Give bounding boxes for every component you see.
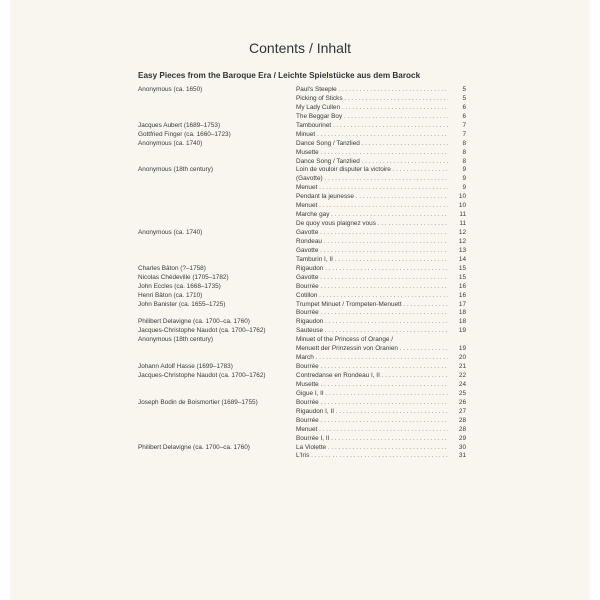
- contents-row: [10, 229, 590, 238]
- contents-row: [10, 95, 590, 104]
- contents-row: [10, 372, 590, 381]
- contents-row: [10, 265, 590, 274]
- contents-row: [10, 220, 590, 229]
- contents-row: [10, 283, 590, 292]
- contents-row: [10, 211, 590, 220]
- page-number: 9: [462, 166, 466, 174]
- contents-row: [10, 158, 590, 167]
- piece-title: Bourrée . . .: [296, 363, 448, 372]
- composer-name: Anonymous (ca. 1650): [138, 86, 203, 93]
- contents-row: [10, 426, 590, 435]
- page-number: 7: [462, 121, 466, 129]
- page-number: 24: [458, 380, 466, 388]
- page-number: 22: [458, 372, 466, 379]
- piece-title: Dance Song / Tanzlied . . .: [296, 140, 448, 149]
- piece-title: Sauteuse . . .: [296, 327, 448, 336]
- piece-title: Gavotte . . .: [296, 247, 448, 256]
- piece-title: March . . .: [296, 354, 448, 363]
- contents-row: [10, 86, 590, 95]
- page-number: 19: [458, 327, 466, 335]
- composer-name: John Banister (ca. 1655–1725): [138, 300, 226, 308]
- contents-row: [10, 292, 590, 301]
- contents-row: [10, 408, 590, 417]
- contents-row: [10, 301, 590, 310]
- contents-row: [10, 238, 590, 247]
- page-number: 29: [458, 434, 466, 442]
- page-number: 8: [462, 148, 466, 156]
- page-number: 12: [458, 237, 466, 245]
- piece-title: The Beggar Boy . . .: [296, 113, 448, 122]
- contents-row: [10, 452, 590, 461]
- document-page: [10, 0, 590, 600]
- piece-title: Rondeau . . .: [296, 238, 448, 247]
- piece-title: Rigaudon I, II . . .: [296, 408, 448, 417]
- piece-title: Bourrée . . .: [296, 399, 448, 408]
- contents-row: [10, 327, 590, 336]
- composer-name: John Eccles (ca. 1668–1735): [138, 282, 221, 290]
- page-number: 16: [458, 291, 466, 299]
- piece-title: Loin de vouloir disputer la victoire . . .: [296, 166, 448, 175]
- composer-name: Anonymous (18th century): [138, 166, 213, 174]
- page-number: 5: [462, 86, 466, 93]
- page-number: 18: [458, 318, 466, 326]
- contents-row: [10, 399, 590, 408]
- piece-title: Dance Song / Tanzlied . . .: [296, 158, 448, 167]
- page-number: 16: [458, 282, 466, 290]
- composer-name: Anonymous (18th century): [138, 336, 213, 344]
- piece-title: Minuet . . .: [296, 131, 448, 140]
- composer-name: Philibert Delavigne (ca. 1700–ca. 1760): [138, 318, 250, 326]
- piece-title: Cotillon . . .: [296, 292, 448, 301]
- page-number: 25: [458, 389, 466, 397]
- contents-row: [10, 140, 590, 149]
- page-number: 27: [458, 407, 466, 415]
- page-number: 8: [462, 157, 466, 165]
- piece-title: Gavotte . . .: [296, 274, 448, 283]
- composer-name: Anonymous (ca. 1740): [138, 229, 203, 236]
- page-number: 19: [458, 345, 466, 353]
- contents-row: [10, 444, 590, 453]
- piece-title: Menuet . . .: [296, 426, 448, 435]
- piece-title: Musette . . .: [296, 149, 448, 158]
- contents-row: [10, 381, 590, 390]
- piece-title: Gigue I, II . . .: [296, 390, 448, 399]
- page-number: 11: [459, 220, 466, 228]
- composer-name: Jacques Aubert (1689–1753): [138, 121, 221, 129]
- composer-name: Joseph Bodin de Boismortier (1689–1755): [138, 398, 258, 406]
- piece-title: Bourrée . . .: [296, 417, 448, 426]
- composer-name: Jacques-Christophe Naudot (ca. 1700–1762): [138, 372, 266, 379]
- page-number: 6: [462, 112, 466, 120]
- composer-name: Nicolas Chédeville (1705–1782): [138, 273, 229, 281]
- piece-title: Trumpet Minuet / Trompeten-Menuett . . .: [296, 301, 448, 310]
- page-number: 10: [458, 193, 466, 201]
- contents-row: [10, 336, 590, 345]
- contents-row: [10, 175, 590, 184]
- contents-row: [10, 131, 590, 140]
- piece-title: Bourrée . . .: [296, 309, 448, 318]
- piece-title: Paul's Steeple . . .: [296, 86, 448, 95]
- piece-title: Rigaudon . . .: [296, 318, 448, 327]
- page-number: 18: [458, 309, 466, 317]
- contents-row: [10, 256, 590, 265]
- composer-name: Gottfried Finger (ca. 1660–1723): [138, 130, 231, 138]
- contents-row: [10, 247, 590, 256]
- contents-row: [10, 104, 590, 113]
- page-number: 28: [458, 425, 466, 433]
- piece-title: Rigaudon . . .: [296, 265, 448, 274]
- composer-name: Henri Bâton (ca. 1710): [138, 291, 203, 299]
- piece-title: L'Iris . . .: [296, 452, 448, 461]
- contents-row: [10, 309, 590, 318]
- page-number: 15: [458, 264, 466, 272]
- contents-row: [10, 390, 590, 399]
- page-number: 31: [458, 452, 466, 460]
- contents-row: [10, 354, 590, 363]
- page-number: 8: [462, 139, 466, 147]
- contents-row: [10, 345, 590, 354]
- piece-title: Menuett der Prinzessin von Oranien . . .: [296, 345, 448, 354]
- contents-list: [10, 86, 590, 461]
- contents-row: [10, 435, 590, 444]
- contents-row: [10, 166, 590, 175]
- page-number: 20: [458, 354, 466, 362]
- page-number: 11: [459, 211, 466, 219]
- contents-row: [10, 193, 590, 202]
- page-number: 14: [458, 255, 466, 263]
- piece-title: Pendant la jeunesse . . .: [296, 193, 448, 202]
- piece-title: De quoy vous plaignez vous . . .: [296, 220, 448, 229]
- page-number: 26: [458, 398, 466, 406]
- composer-name: Johann Adolf Hasse (1699–1783): [138, 363, 233, 371]
- piece-title: Gavotte . . .: [296, 229, 448, 238]
- contents-row: [10, 113, 590, 122]
- page-number: 21: [458, 363, 466, 371]
- page-number: 30: [458, 443, 466, 451]
- piece-title: La Violette . . .: [296, 444, 448, 453]
- piece-title: Contredanse en Rondeau I, II . . .: [296, 372, 448, 381]
- piece-title: Tamburin I, II . . .: [296, 256, 448, 265]
- page-number: 9: [462, 175, 466, 183]
- page-number: 13: [458, 246, 466, 254]
- page-number: 15: [458, 273, 466, 281]
- contents-row: [10, 274, 590, 283]
- page-number: 9: [462, 184, 466, 192]
- page-number: 6: [462, 103, 466, 111]
- contents-row: [10, 122, 590, 131]
- page-number: 7: [462, 130, 466, 138]
- piece-title: Menuet . . .: [296, 184, 448, 193]
- piece-title: Tambourinet . . .: [296, 122, 448, 131]
- contents-row: [10, 202, 590, 211]
- piece-title: Bourrée . . .: [296, 283, 448, 292]
- composer-name: Anonymous (ca. 1740): [138, 139, 203, 147]
- page-number: 28: [458, 416, 466, 424]
- piece-title: Musette . . .: [296, 381, 448, 390]
- contents-row: [10, 149, 590, 158]
- contents-row: [10, 363, 590, 372]
- page-title: Contents / Inhalt: [249, 40, 351, 56]
- piece-title: (Gavotte) . . .: [296, 175, 448, 184]
- composer-name: Jacques-Christophe Naudot (ca. 1700–1762): [138, 327, 266, 335]
- page-number: 17: [458, 300, 466, 308]
- page-number: 5: [462, 94, 466, 102]
- contents-row: [10, 184, 590, 193]
- piece-title: Bourrée I, II . . .: [296, 435, 448, 444]
- composer-name: Charles Bâton (?–1758): [138, 264, 206, 272]
- contents-row: [10, 318, 590, 327]
- contents-row: [10, 417, 590, 426]
- piece-title: Minuet of the Princess of Orange /: [296, 336, 393, 344]
- piece-title: Marche gay . . .: [296, 211, 448, 220]
- piece-title: My Lady Cullen . . .: [296, 104, 448, 113]
- section-title: Easy Pieces from the Baroque Era / Leichte Spielstücke aus dem Barock: [138, 71, 421, 80]
- page-number: 10: [458, 202, 466, 210]
- piece-title: Picking of Sticks . . .: [296, 95, 448, 104]
- piece-title: Menuet . . .: [296, 202, 448, 211]
- composer-name: Philibert Delavigne (ca. 1700–ca. 1760): [138, 443, 250, 451]
- page-number: 12: [458, 229, 466, 236]
